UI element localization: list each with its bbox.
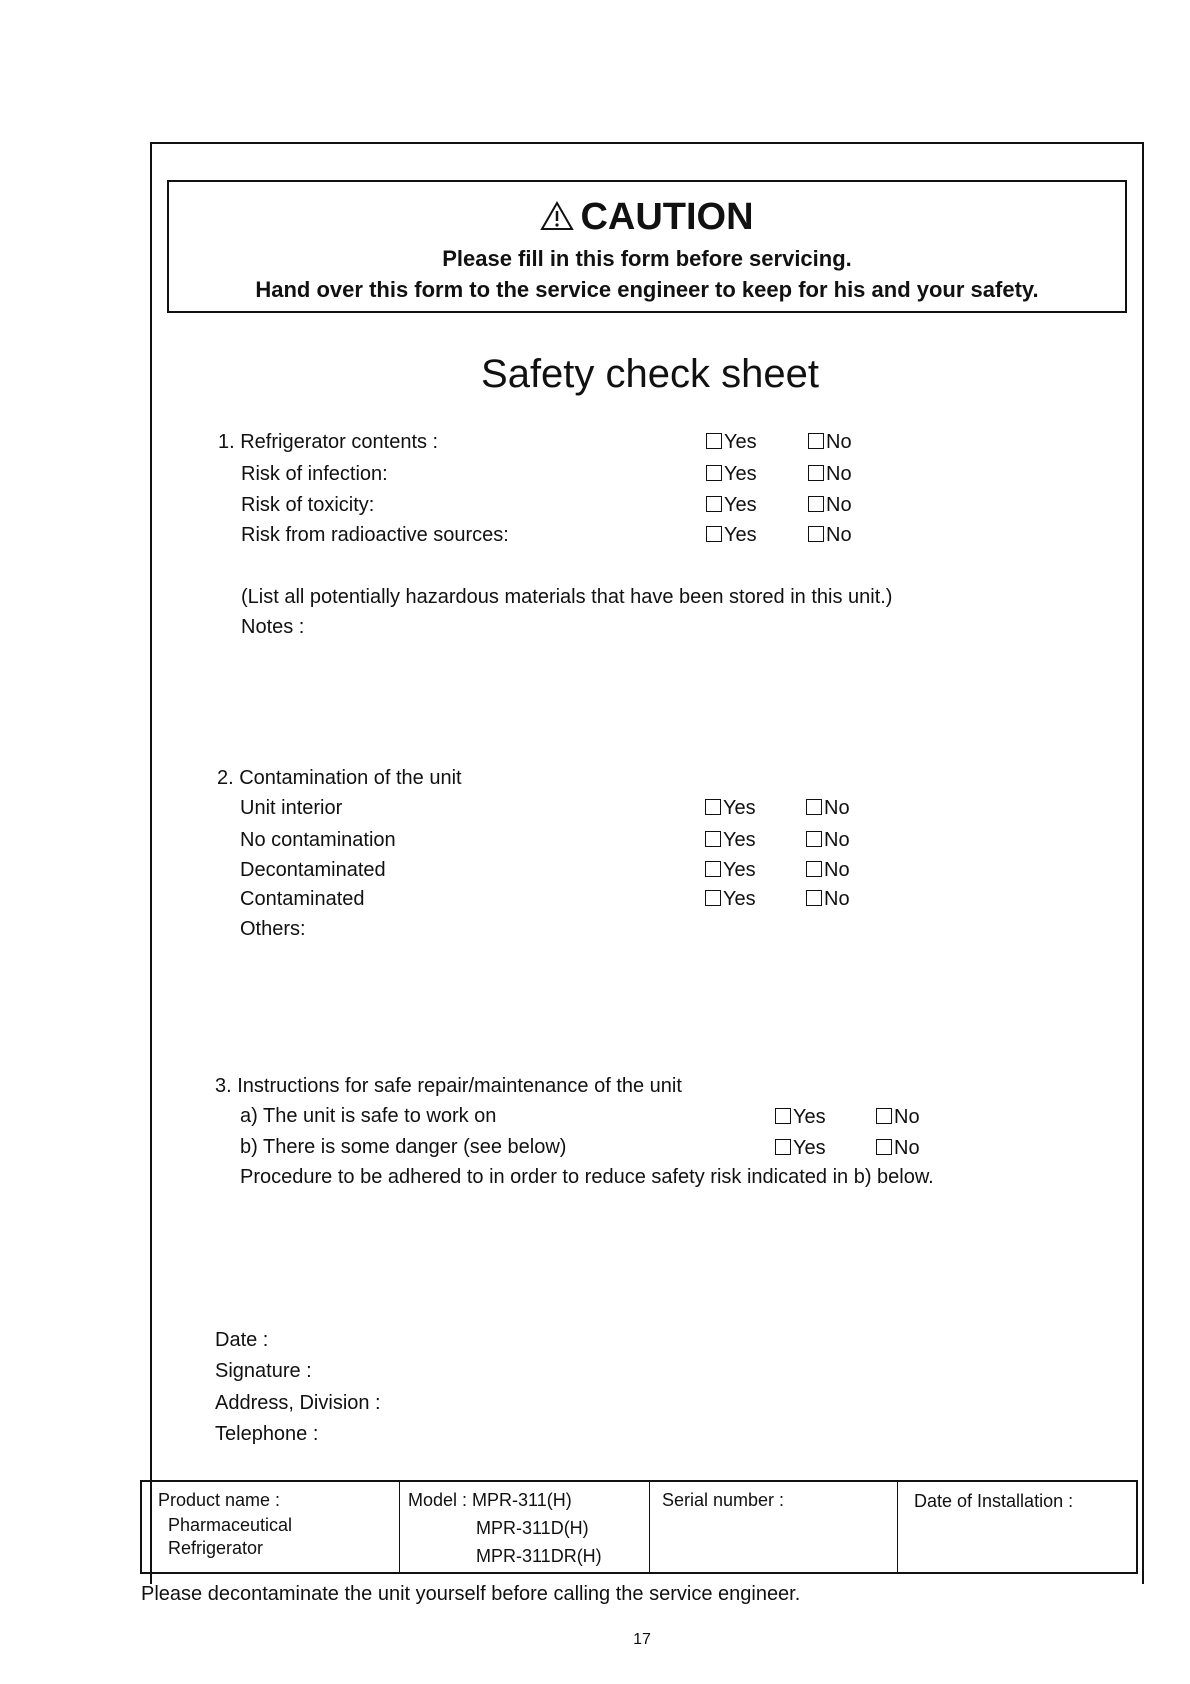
checkbox-box: [706, 526, 722, 542]
checkbox-box: [706, 496, 722, 512]
no-label: No: [826, 431, 852, 453]
model-value-2: MPR-311D(H): [476, 1518, 589, 1538]
checkbox-box: [705, 831, 721, 847]
no-label: No: [824, 797, 850, 819]
caution-box: [167, 180, 1127, 313]
no-label: No: [826, 494, 852, 516]
decontaminated-yes-checkbox[interactable]: [705, 859, 756, 882]
radioactive-yes-checkbox[interactable]: [706, 524, 757, 547]
checkbox-box: [876, 1108, 892, 1124]
no-label: No: [826, 463, 852, 485]
checkbox-box: [808, 465, 824, 481]
no-label: No: [824, 888, 850, 910]
page-title: Safety check sheet: [481, 352, 819, 396]
toxicity-no-checkbox[interactable]: [808, 494, 852, 517]
telephone-label: Telephone :: [215, 1423, 319, 1445]
no-contamination-no-checkbox[interactable]: [806, 829, 850, 852]
model-value-3: MPR-311DR(H): [476, 1546, 602, 1566]
no-label: No: [824, 829, 850, 851]
page-number: 17: [633, 1631, 651, 1648]
section1-item-infection: Risk of infection:: [241, 463, 388, 485]
unit-interior-no-checkbox[interactable]: [806, 797, 850, 820]
checkbox-box: [775, 1108, 791, 1124]
yes-label: Yes: [723, 829, 756, 851]
section1-heading-yes-checkbox[interactable]: [706, 431, 757, 454]
serial-number-cell: [650, 1482, 898, 1572]
checkbox-box: [705, 861, 721, 877]
checkbox-box: [775, 1139, 791, 1155]
model-cell: [400, 1482, 650, 1572]
caution-heading: [169, 196, 1125, 239]
contaminated-no-checkbox[interactable]: [806, 888, 850, 911]
section1-notes-label: Notes :: [241, 616, 305, 638]
checkbox-box: [706, 433, 722, 449]
yes-label: Yes: [723, 888, 756, 910]
no-label: No: [826, 524, 852, 546]
contaminated-yes-checkbox[interactable]: [705, 888, 756, 911]
section1-item-radioactive: Risk from radioactive sources:: [241, 524, 509, 546]
yes-label: Yes: [793, 1106, 826, 1128]
product-name-value-1: Pharmaceutical: [168, 1515, 293, 1535]
yes-label: Yes: [723, 797, 756, 819]
section2-item-no-contamination: No contamination: [240, 829, 396, 851]
signature-label: Signature :: [215, 1360, 312, 1382]
checkbox-box: [876, 1139, 892, 1155]
infection-no-checkbox[interactable]: [808, 463, 852, 486]
infection-yes-checkbox[interactable]: [706, 463, 757, 486]
yes-label: Yes: [723, 859, 756, 881]
checkbox-box: [808, 496, 824, 512]
section1-heading: 1. Refrigerator contents :: [218, 431, 439, 453]
checkbox-box: [806, 890, 822, 906]
checkbox-box: [806, 831, 822, 847]
checkbox-box: [806, 799, 822, 815]
section3-item-danger: b) There is some danger (see below): [240, 1136, 567, 1158]
section3-heading: 3. Instructions for safe repair/maintenance of the unit: [215, 1075, 682, 1097]
yes-label: Yes: [793, 1137, 826, 1159]
warning-triangle-icon: [540, 201, 574, 231]
section1-list-note: (List all potentially hazardous materials that have been stored in this unit.): [241, 586, 893, 608]
yes-label: Yes: [724, 431, 757, 453]
safe-yes-checkbox[interactable]: [775, 1106, 826, 1129]
toxicity-yes-checkbox[interactable]: [706, 494, 757, 517]
danger-yes-checkbox[interactable]: [775, 1137, 826, 1160]
date-label: Date :: [215, 1329, 269, 1351]
decontaminated-no-checkbox[interactable]: [806, 859, 850, 882]
footer-note: Please decontaminate the unit yourself before calling the service engineer.: [141, 1583, 801, 1605]
unit-interior-yes-checkbox[interactable]: [705, 797, 756, 820]
installation-date-cell: [898, 1482, 1136, 1572]
product-name-value-2: Refrigerator: [168, 1538, 264, 1558]
no-label: No: [824, 859, 850, 881]
section3-item-safe: a) The unit is safe to work on: [240, 1105, 497, 1127]
checkbox-box: [705, 799, 721, 815]
safe-no-checkbox[interactable]: [876, 1106, 920, 1129]
section2-heading: 2. Contamination of the unit: [217, 767, 462, 789]
caution-title: CAUTION: [580, 196, 754, 238]
installation-date-label: Date of Installation :: [914, 1491, 1074, 1511]
section2-item-unit-interior: Unit interior: [240, 797, 343, 819]
product-name-cell: [142, 1482, 400, 1572]
checkbox-box: [808, 526, 824, 542]
no-contamination-yes-checkbox[interactable]: [705, 829, 756, 852]
yes-label: Yes: [724, 494, 757, 516]
section1-heading-no-checkbox[interactable]: [808, 431, 852, 454]
product-info-table: [140, 1480, 1138, 1574]
checkbox-box: [806, 861, 822, 877]
yes-label: Yes: [724, 463, 757, 485]
checkbox-box: [705, 890, 721, 906]
serial-number-label: Serial number :: [662, 1490, 785, 1510]
product-name-label: Product name :: [158, 1490, 281, 1510]
no-label: No: [894, 1137, 920, 1159]
section2-item-contaminated: Contaminated: [240, 888, 365, 910]
yes-label: Yes: [724, 524, 757, 546]
checkbox-box: [706, 465, 722, 481]
section2-item-decontaminated: Decontaminated: [240, 859, 386, 881]
section2-others-label: Others:: [240, 918, 306, 940]
radioactive-no-checkbox[interactable]: [808, 524, 852, 547]
section1-item-toxicity: Risk of toxicity:: [241, 494, 375, 516]
checkbox-box: [808, 433, 824, 449]
no-label: No: [894, 1106, 920, 1128]
address-label: Address, Division :: [215, 1392, 381, 1414]
section3-procedure: Procedure to be adhered to in order to reduce safety risk indicated in b) below.: [240, 1166, 934, 1188]
danger-no-checkbox[interactable]: [876, 1137, 920, 1160]
model-label: Model : MPR-311(H): [408, 1490, 572, 1510]
caution-line-1: Please fill in this form before servicing.: [442, 246, 852, 271]
caution-line-2: Hand over this form to the service engineer to keep for his and your safety.: [255, 277, 1039, 302]
